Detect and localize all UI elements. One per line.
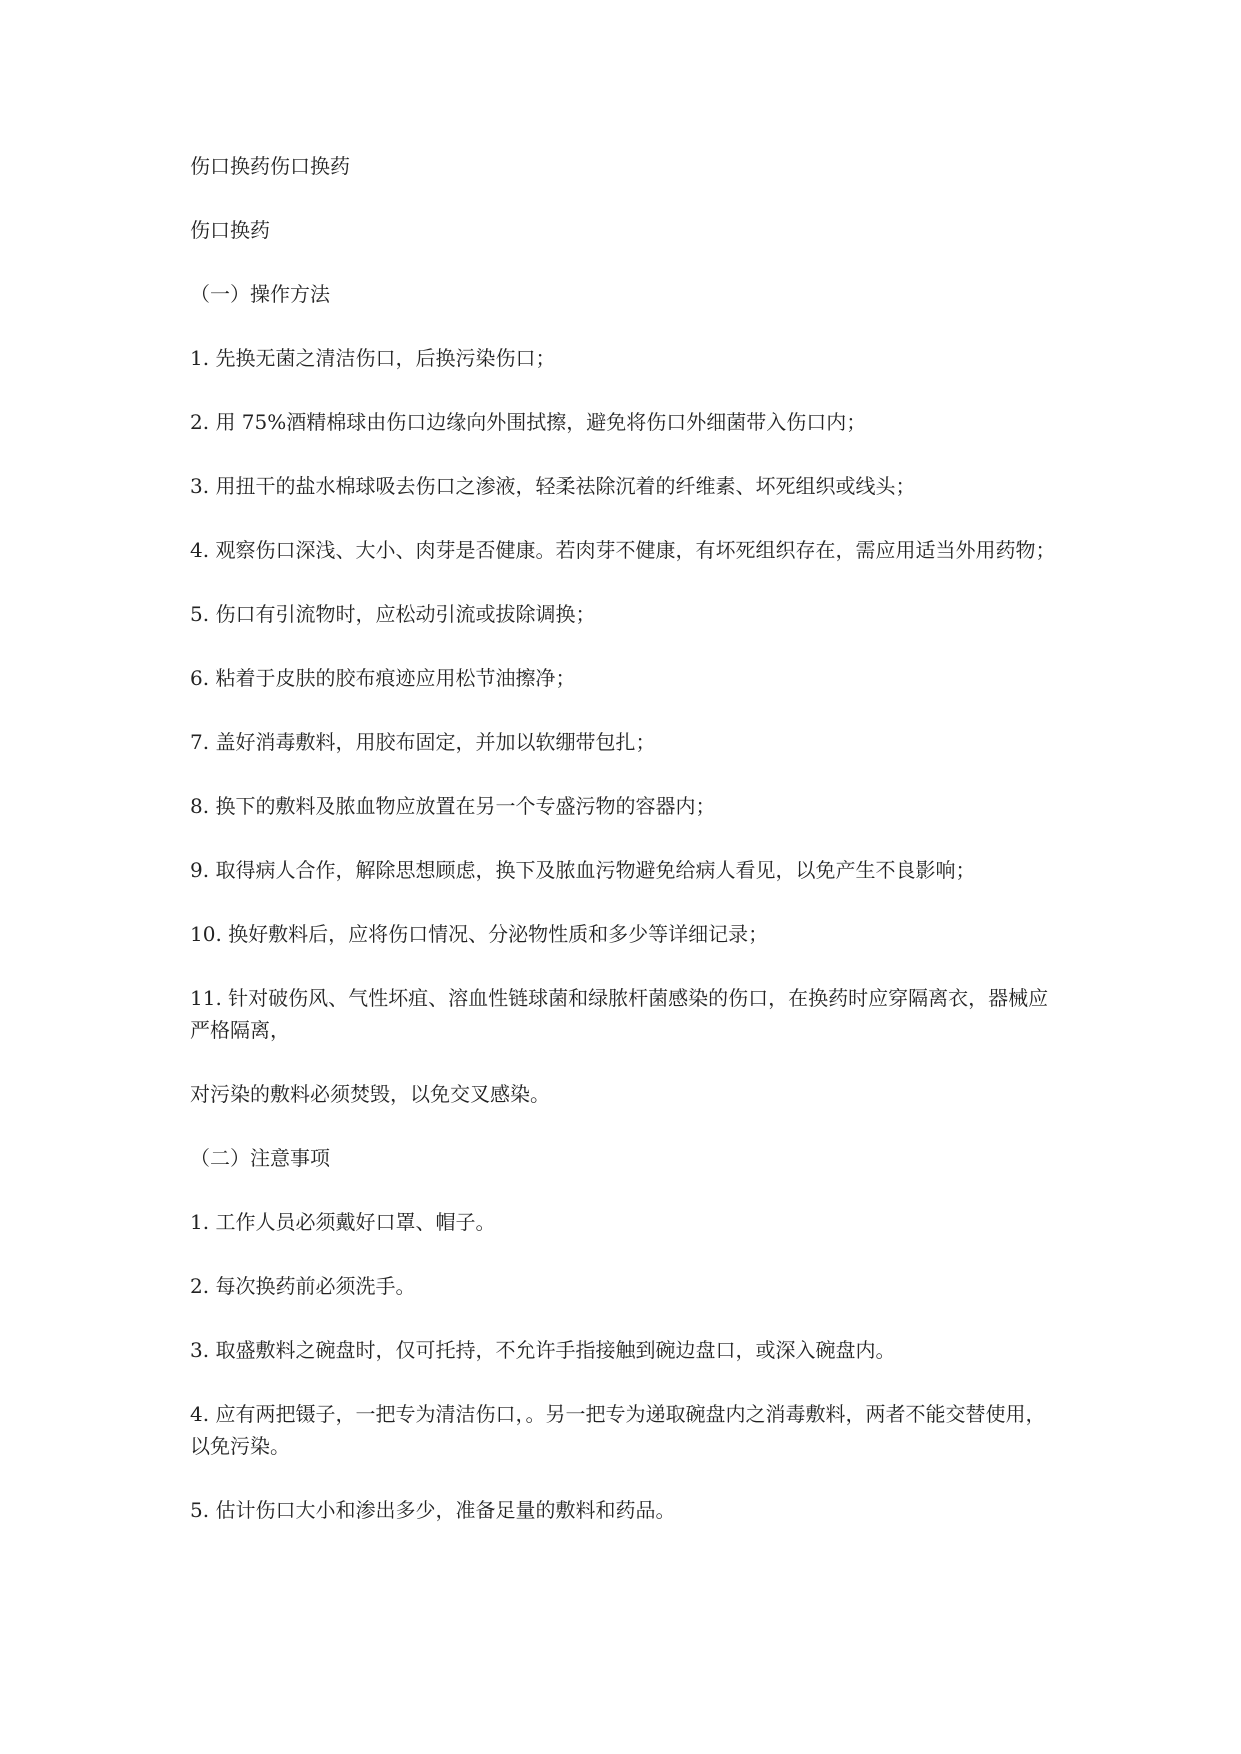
operation-step-11-continued: 对污染的敷料必须焚毁，以免交叉感染。 [190, 1082, 550, 1106]
doc-subtitle: 伤口换药 [190, 218, 270, 242]
note-item-2: 2. 每次换药前必须洗手。 [190, 1274, 416, 1298]
note-item-4: 4. 应有两把镊子，一把专为清洁伤口，。另一把专为递取碗盘内之消毒敷料，两者不能交替使用，以免污染。 [190, 1402, 1046, 1458]
section-heading-notes: （二）注意事项 [190, 1146, 330, 1170]
operation-step-6: 6. 粘着于皮肤的胶布痕迹应用松节油擦净； [190, 666, 576, 690]
operation-step-8: 8. 换下的敷料及脓血物应放置在另一个专盛污物的容器内； [190, 794, 716, 818]
operation-step-9: 9. 取得病人合作，解除思想顾虑，换下及脓血污物避免给病人看见，以免产生不良影响； [190, 858, 976, 882]
note-item-5: 5. 估计伤口大小和渗出多少，准备足量的敷料和药品。 [190, 1498, 676, 1522]
operation-step-2: 2. 用 75%酒精棉球由伤口边缘向外围拭擦，避免将伤口外细菌带入伤口内； [190, 410, 867, 434]
note-item-1: 1. 工作人员必须戴好口罩、帽子。 [190, 1210, 496, 1234]
operation-step-3: 3. 用扭干的盐水棉球吸去伤口之渗液，轻柔祛除沉着的纤维素、坏死组织或线头； [190, 474, 916, 498]
section-heading-operation: （一）操作方法 [190, 282, 330, 306]
operation-step-11: 11. 针对破伤风、气性坏疽、溶血性链球菌和绿脓杆菌感染的伤口，在换药时应穿隔离衣，器械应严格隔离， [190, 986, 1049, 1042]
operation-step-1: 1. 先换无菌之清洁伤口，后换污染伤口； [190, 346, 556, 370]
doc-title: 伤口换药伤口换药 [190, 154, 350, 178]
operation-step-10: 10. 换好敷料后，应将伤口情况、分泌物性质和多少等详细记录； [190, 922, 769, 946]
operation-step-7: 7. 盖好消毒敷料，用胶布固定，并加以软绷带包扎； [190, 730, 656, 754]
operation-step-5: 5. 伤口有引流物时，应松动引流或拔除调换； [190, 602, 596, 626]
operation-step-4: 4. 观察伤口深浅、大小、肉芽是否健康。若肉芽不健康，有坏死组织存在，需应用适当外用药物； [190, 538, 1056, 562]
document-body [190, 150, 1060, 1558]
note-item-3: 3. 取盛敷料之碗盘时，仅可托持，不允许手指接触到碗边盘口，或深入碗盘内。 [190, 1338, 896, 1362]
